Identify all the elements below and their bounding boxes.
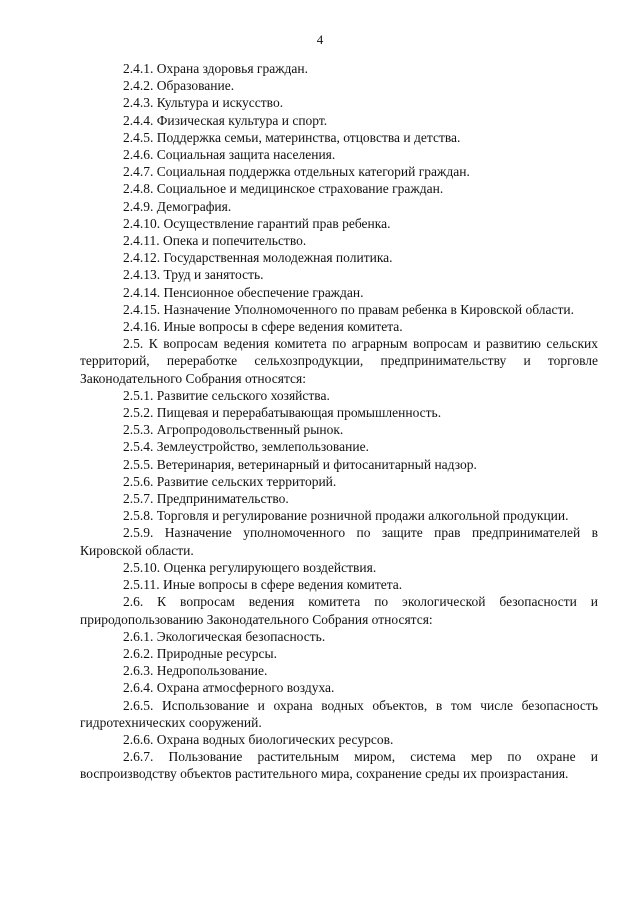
list-item: 2.4.6. Социальная защита населения.: [123, 147, 336, 163]
list-item: 2.5.2. Пищевая и перерабатывающая промышленность.: [123, 405, 442, 421]
section-paragraph: 2.6.7. Пользование растительным миром, система мер по охране и воспроизводству объектов растительного мира, сохранение среды их произрастания.: [80, 749, 598, 782]
list-item: 2.4.3. Культура и искусство.: [123, 95, 284, 111]
section-paragraph: 2.5. К вопросам ведения комитета по аграрным вопросам и развитию сельских территорий, переработке сельхозпродукции, предпринимательству и торговле Законодательного Собрания относятся:: [80, 336, 598, 386]
list-item: 2.6.3. Недропользование.: [123, 663, 268, 679]
section-paragraph: 2.6. К вопросам ведения комитета по экологической безопасности и природопользованию Законодательного Собрания относятся:: [80, 594, 598, 627]
document-body: [80, 60, 598, 783]
list-item: 2.4.9. Демография.: [123, 198, 232, 214]
section-paragraph: 2.4.15. Назначение Уполномоченного по правам ребенка в Кировской области.: [123, 301, 575, 317]
list-item: 2.5.10. Оценка регулирующего воздействия.: [123, 559, 377, 575]
list-item: 2.5.7. Предпринимательство.: [123, 491, 289, 507]
section-paragraph: 2.5.8. Торговля и регулирование розничной продажи алкогольной продукции.: [123, 508, 569, 524]
list-item: 2.4.14. Пенсионное обеспечение граждан.: [123, 284, 364, 300]
list-item: 2.4.10. Осуществление гарантий прав ребенка.: [123, 215, 391, 231]
list-item: 2.6.1. Экологическая безопасность.: [123, 628, 326, 644]
list-item: 2.4.5. Поддержка семьи, материнства, отцовства и детства.: [123, 129, 461, 145]
list-item: 2.4.12. Государственная молодежная политика.: [123, 250, 393, 266]
page-number: 4: [316, 32, 324, 47]
list-item: 2.4.11. Опека и попечительство.: [123, 233, 307, 249]
list-item: 2.5.5. Ветеринария, ветеринарный и фитосанитарный надзор.: [123, 456, 477, 472]
list-item: 2.4.8. Социальное и медицинское страхование граждан.: [123, 181, 444, 197]
list-item: 2.4.1. Охрана здоровья граждан.: [123, 61, 308, 76]
section-paragraph: 2.6.5. Использование и охрана водных объектов, в том числе безопасность гидротехнических сооружений.: [80, 697, 598, 730]
list-item: 2.4.2. Образование.: [123, 78, 235, 94]
list-item: 2.4.16. Иные вопросы в сфере ведения комитета.: [123, 319, 403, 335]
section-paragraph: 2.5.9. Назначение уполномоченного по защите прав предпринимателей в Кировской области.: [80, 525, 598, 558]
list-item: 2.5.6. Развитие сельских территорий.: [123, 473, 337, 489]
list-item: 2.4.7. Социальная поддержка отдельных категорий граждан.: [123, 164, 470, 180]
list-item: 2.5.4. Землеустройство, землепользование.: [123, 439, 369, 455]
list-item: 2.6.4. Охрана атмосферного воздуха.: [123, 680, 335, 696]
list-item: 2.5.1. Развитие сельского хозяйства.: [123, 387, 330, 403]
list-item: 2.6.6. Охрана водных биологических ресурсов.: [123, 731, 394, 747]
list-item: 2.4.13. Труд и занятость.: [123, 267, 264, 283]
list-item: 2.5.3. Агропродовольственный рынок.: [123, 422, 344, 438]
list-item: 2.6.2. Природные ресурсы.: [123, 645, 277, 661]
list-item: 2.4.4. Физическая культура и спорт.: [123, 112, 328, 128]
list-item: 2.5.11. Иные вопросы в сфере ведения комитета.: [123, 577, 403, 593]
